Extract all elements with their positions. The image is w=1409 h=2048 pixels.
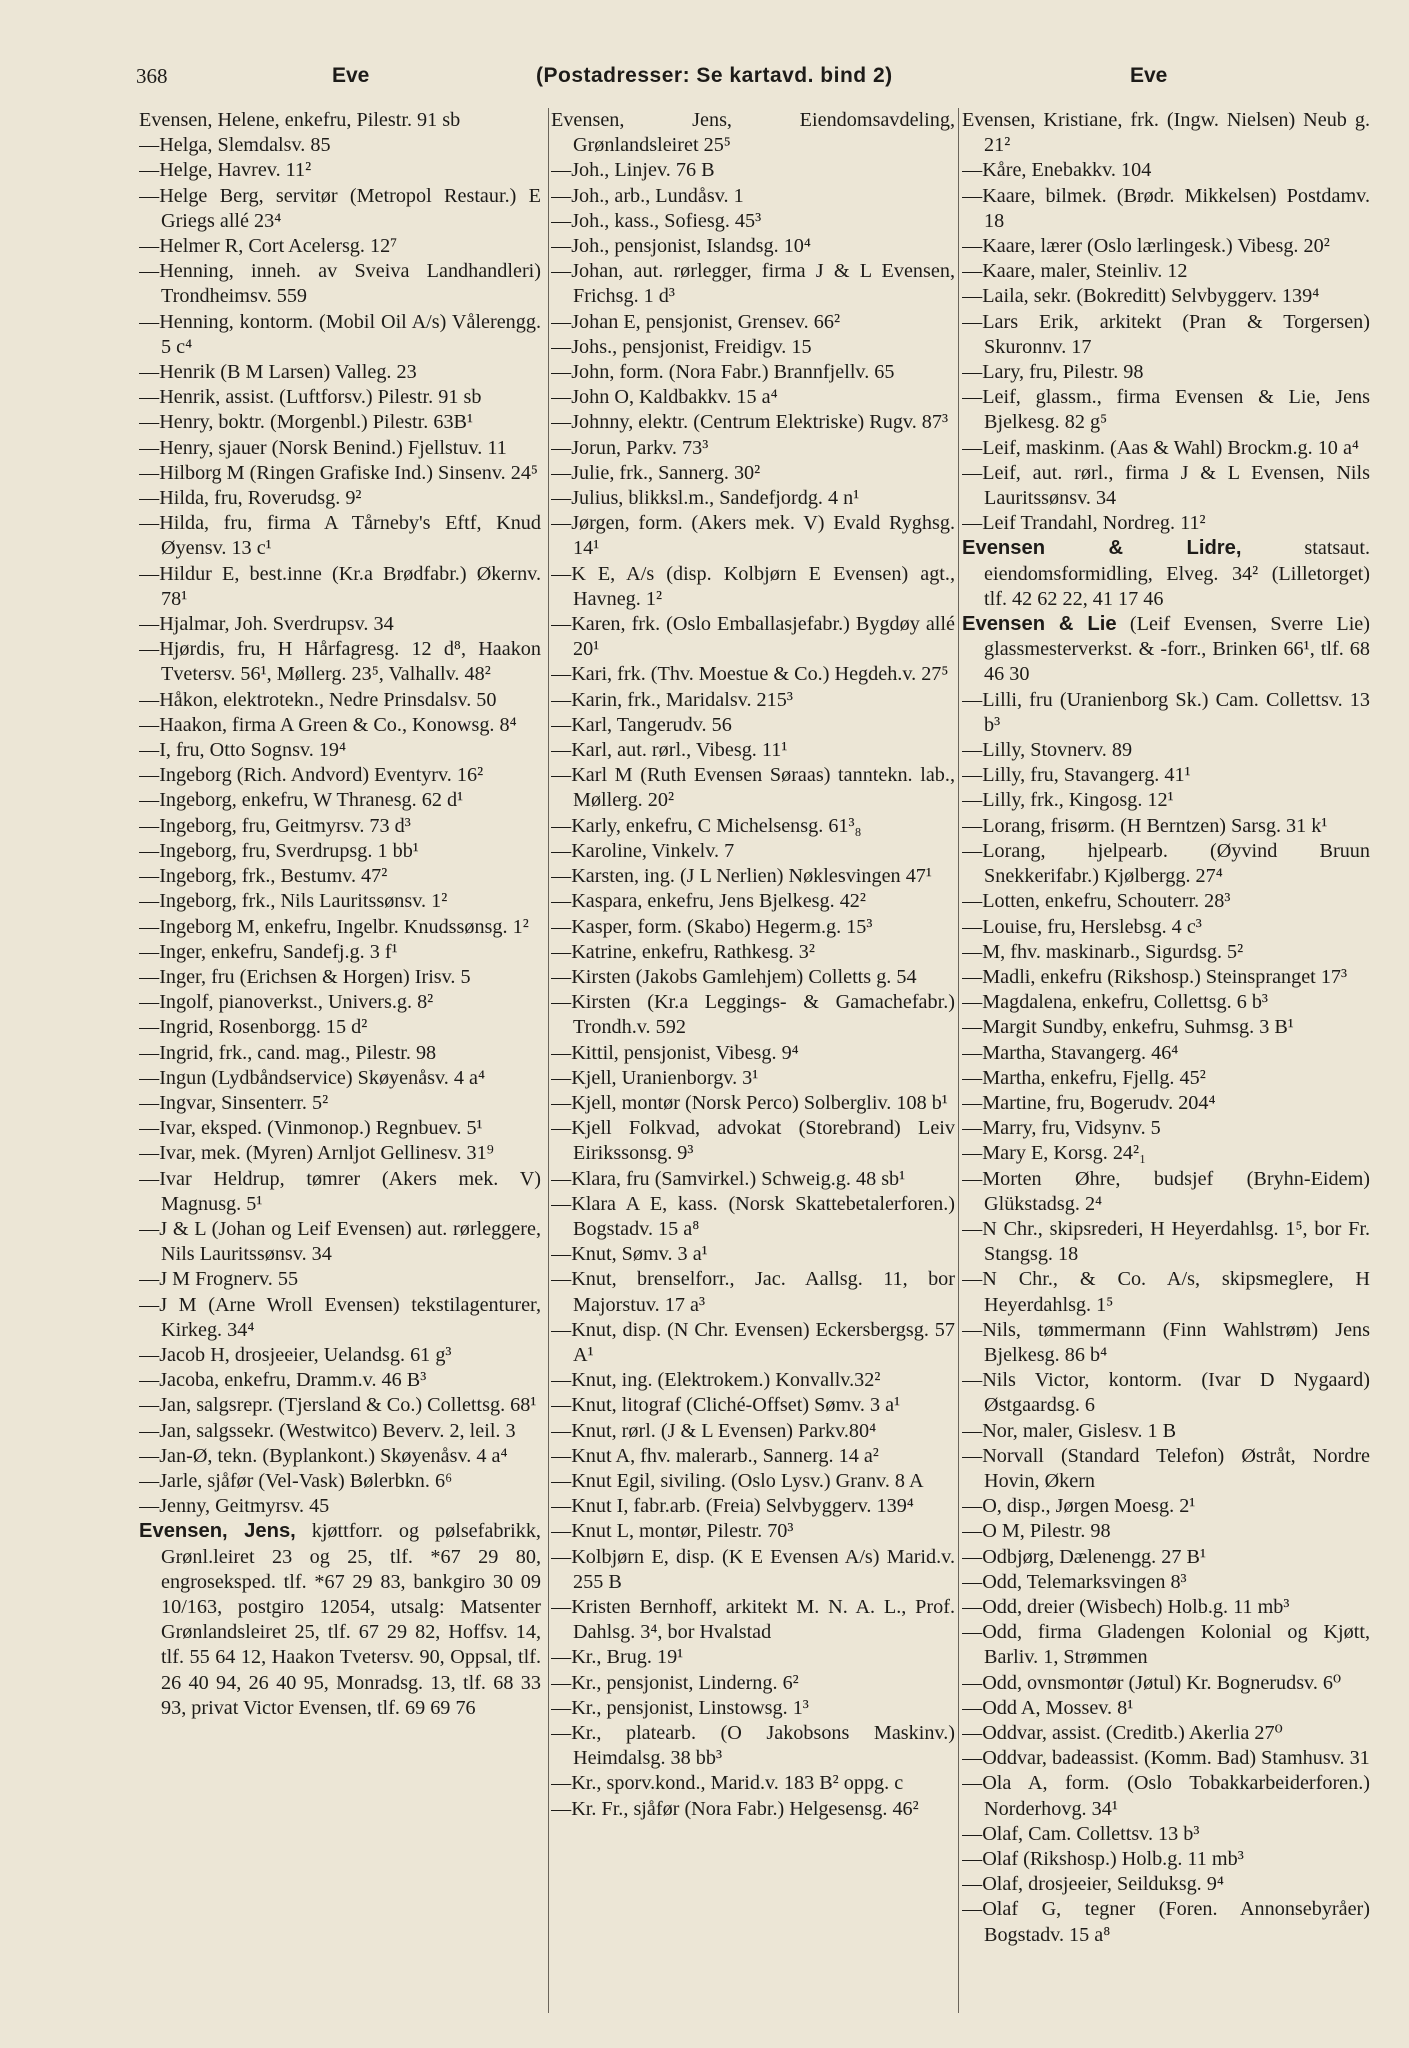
directory-entry: —Johnny, elektr. (Centrum Elektriske) Rugv. 87³	[551, 411, 949, 434]
directory-entry: —J M (Arne Wroll Evensen) tekstilagenturer, Kirkeg. 34⁴	[139, 1293, 541, 1341]
directory-entry: —Kasper, form. (Skabo) Hegerm.g. 15³	[551, 915, 873, 938]
directory-entry: —Martha, Stavangerg. 46⁴	[962, 1041, 1179, 1064]
directory-entry: —Leif, glassm., firma Evensen & Lie, Jens Bjelkesg. 82 g⁵	[962, 386, 1370, 434]
directory-entry: —Ivar, mek. (Myren) Arnljot Gellinesv. 31⁹	[139, 1142, 494, 1165]
directory-entry: —Knut, brenselforr., Jac. Aallsg. 11, bor Majorstuv. 17 a³	[551, 1268, 955, 1316]
directory-entry: —Hilda, fru, Roverudsg. 9²	[139, 487, 362, 510]
directory-entry: Evensen & Lidre, statsaut. eiendomsformidling, Elveg. 34² (Lilletorget) tlf. 42 62 22, 41 17 46	[962, 537, 1370, 610]
directory-entry: —Henry, boktr. (Morgenbl.) Pilestr. 63B¹	[139, 411, 474, 434]
directory-entry: —O M, Pilestr. 98	[962, 1520, 1111, 1543]
directory-entry: —Ivar Heldrup, tømrer (Akers mek. V) Magnusg. 5¹	[139, 1167, 541, 1215]
directory-entry: —Helge Berg, servitør (Metropol Restaur.) E Griegs allé 23⁴	[139, 184, 541, 232]
directory-entry: —Ivar, eksped. (Vinmonop.) Regnbuev. 5¹	[139, 1117, 483, 1140]
directory-entry: —Hilborg M (Ringen Grafiske Ind.) Sinsenv. 24⁵	[139, 461, 538, 484]
directory-entry: —Joh., arb., Lundåsv. 1	[551, 184, 744, 207]
directory-entry: —Håkon, elektrotekn., Nedre Prinsdalsv. 50	[139, 688, 497, 711]
directory-entry: —Olaf, drosjeeier, Seilduksg. 9⁴	[962, 1873, 1224, 1896]
directory-entry: —John, form. (Nora Fabr.) Brannfjellv. 65	[551, 361, 895, 384]
directory-entry: —Lorang, frisørm. (H Berntzen) Sarsg. 31 k¹	[962, 814, 1328, 837]
directory-entry: —J & L (Johan og Leif Evensen) aut. rørleggere, Nils Lauritssønsv. 34	[139, 1217, 541, 1266]
directory-entry: —Lorang, hjelpearb. (Øyvind Bruun Snekkerifabr.) Kjølbergg. 27⁴	[962, 839, 1370, 888]
directory-entry: —Hilda, fru, firma A Tårneby's Eftf, Knud Øyensv. 13 c¹	[139, 512, 541, 560]
directory-entry: Evensen, Helene, enkefru, Pilestr. 91 sb	[139, 109, 461, 131]
directory-entry: —Hildur E, best.inne (Kr.a Brødfabr.) Økernv. 78¹	[139, 562, 541, 610]
directory-entry: —Henrik, assist. (Luftforsv.) Pilestr. 91 sb	[139, 386, 482, 409]
directory-entry: —Laila, sekr. (Bokreditt) Selvbyggerv. 139⁴	[962, 285, 1320, 308]
column-divider	[958, 108, 959, 2013]
directory-entry: —Nor, maler, Gislesv. 1 B	[962, 1419, 1177, 1442]
directory-entry: —Oddvar, assist. (Creditb.) Akerlia 27⁰	[962, 1722, 1283, 1744]
directory-entry: —Karoline, Vinkelv. 7	[551, 839, 735, 862]
directory-entry: —Ingeborg, frk., Nils Lauritssønsv. 1²	[139, 890, 448, 913]
directory-entry: —Hjalmar, Joh. Sverdrupsv. 34	[139, 613, 394, 636]
directory-entry: —Knut, ing. (Elektrokem.) Konvallv.32²	[551, 1369, 881, 1392]
directory-entry: —Ingolf, pianoverkst., Univers.g. 8²	[139, 991, 434, 1014]
directory-entry: —Julie, frk., Sannerg. 30²	[551, 461, 761, 484]
directory-entry: —Madli, enkefru (Rikshosp.) Steinspranget 17³	[962, 965, 1348, 988]
header-left-guide-word: Eve	[332, 64, 370, 87]
directory-entry: —Olaf G, tegner (Foren. Annonsebyråer) Bogstadv. 15 a⁸	[962, 1898, 1370, 1946]
directory-entry: —Kaare, bilmek. (Brødr. Mikkelsen) Postdamv. 18	[962, 184, 1370, 232]
directory-entry: —Ingeborg (Rich. Andvord) Eventyrv. 16²	[139, 764, 484, 787]
directory-entry: —Ingvar, Sinsenterr. 5²	[139, 1091, 329, 1114]
directory-entry: —Kjell Folkvad, advokat (Storebrand) Leiv Eirikssonsg. 9³	[551, 1117, 955, 1165]
directory-entry: —Knut I, fabr.arb. (Freia) Selvbyggerv. 139⁴	[551, 1495, 914, 1518]
page-number: 368	[136, 64, 168, 88]
column-2	[551, 108, 955, 2018]
directory-entry: —Jan, salgssekr. (Westwitco) Beverv. 2, leil. 3	[139, 1419, 516, 1442]
directory-entry: —Odd A, Mossev. 8¹	[962, 1696, 1134, 1719]
directory-entry: —Jacob H, drosjeeier, Uelandsg. 61 g³	[139, 1343, 452, 1366]
directory-entry: —Lotten, enkefru, Schouterr. 28³	[962, 890, 1231, 913]
directory-entry: —Klara A E, kass. (Norsk Skattebetalerforen.) Bogstadv. 15 a⁸	[551, 1192, 955, 1240]
directory-entry: —Kaare, maler, Steinliv. 12	[962, 260, 1188, 283]
directory-entry: —Norvall (Standard Telefon) Østråt, Nordre Hovin, Økern	[962, 1444, 1370, 1492]
directory-entry: —Jacoba, enkefru, Dramm.v. 46 B³	[139, 1369, 427, 1392]
directory-entry: Evensen & Lie (Leif Evensen, Sverre Lie) glassmesterverkst. & -forr., Brinken 66¹, tlf. 68 46 30	[962, 613, 1370, 686]
directory-entry: —N Chr., & Co. A/s, skipsmeglere, H Heyerdahlsg. 1⁵	[962, 1268, 1370, 1316]
directory-entry: —Lilly, fru, Stavangerg. 41¹	[962, 764, 1191, 787]
directory-entry: —O, disp., Jørgen Moesg. 2¹	[962, 1495, 1196, 1518]
directory-entry: —Helge, Havrev. 11²	[139, 159, 312, 182]
directory-entry: —Odbjørg, Dælenengg. 27 B¹	[962, 1545, 1206, 1568]
directory-entry: —Kåre, Enebakkv. 104	[962, 159, 1152, 182]
directory-entry: —Louise, fru, Herslebsg. 4 c³	[962, 915, 1202, 938]
directory-entry: —Joh., pensjonist, Islandsg. 10⁴	[551, 235, 811, 258]
directory-entry: —Henrik (B M Larsen) Valleg. 23	[139, 361, 417, 384]
directory-entry: —Julius, blikksl.m., Sandefjordg. 4 n¹	[551, 487, 860, 510]
directory-entry: —Nils Victor, kontorm. (Ivar D Nygaard) Østgaardsg. 6	[962, 1369, 1370, 1417]
directory-entry: —Ingeborg, fru, Geitmyrsv. 73 d³	[139, 814, 411, 837]
directory-entry: —Katrine, enkefru, Rathkesg. 3²	[551, 940, 815, 963]
directory-entry: —Kjell, montør (Norsk Perco) Solbergliv. 108 b¹	[551, 1091, 948, 1114]
page-header	[136, 64, 1376, 94]
directory-entry: —Johan E, pensjonist, Grensev. 66²	[551, 310, 841, 333]
directory-entry: Evensen, Kristiane, frk. (Ingw. Nielsen) Neub g. 21²	[962, 109, 1370, 157]
directory-entry: —Jørgen, form. (Akers mek. V) Evald Ryghsg. 14¹	[551, 512, 955, 560]
directory-entry: —Ingeborg, enkefru, W Thranesg. 62 d¹	[139, 789, 464, 812]
directory-entry: —I, fru, Otto Sognsv. 19⁴	[139, 739, 347, 762]
directory-entry: —Leif, maskinm. (Aas & Wahl) Brockm.g. 10 a⁴	[962, 436, 1359, 459]
directory-entry: —Kr., sporv.kond., Marid.v. 183 B² oppg. c	[551, 1772, 904, 1795]
directory-entry: —Karsten, ing. (J L Nerlien) Nøklesvingen 47¹	[551, 865, 932, 888]
header-center-note: (Postadresser: Se kartavd. bind 2)	[536, 64, 893, 87]
directory-entry: —Kirsten (Jakobs Gamlehjem) Colletts g. 54	[551, 965, 917, 988]
directory-entry: —Karly, enkefru, C Michelsensg. 61³₈	[551, 814, 862, 837]
directory-entry: —Kaare, lærer (Oslo lærlingesk.) Vibesg. 20²	[962, 235, 1330, 258]
directory-entry: —Lilli, fru (Uranienborg Sk.) Cam. Collettsv. 13 b³	[962, 688, 1370, 736]
directory-entry: —Helga, Slemdalsv. 85	[139, 134, 331, 157]
directory-entry: —Odd, dreier (Wisbech) Holb.g. 11 mb³	[962, 1595, 1290, 1618]
directory-entry: —Kirsten (Kr.a Leggings- & Gamachefabr.) Trondh.v. 592	[551, 991, 955, 1039]
directory-entry: Evensen, Jens, Eiendomsavdeling, Grønlandsleiret 25⁵	[551, 109, 955, 157]
directory-entry: —Ingeborg M, enkefru, Ingelbr. Knudssønsg. 1²	[139, 915, 529, 938]
directory-entry: —Knut, Sømv. 3 a¹	[551, 1243, 708, 1266]
directory-entry: —Nils, tømmermann (Finn Wahlstrøm) Jens Bjelkesg. 86 b⁴	[962, 1318, 1370, 1366]
directory-entry: —Olaf, Cam. Collettsv. 13 b³	[962, 1822, 1200, 1845]
directory-entry: —Kr., pensjonist, Linderng. 6²	[551, 1671, 799, 1694]
directory-entry: —Karen, frk. (Oslo Emballasjefabr.) Bygdøy allé 20¹	[551, 613, 955, 661]
directory-entry: —Knut, rørl. (J & L Evensen) Parkv.80⁴	[551, 1419, 877, 1442]
directory-entry: —N Chr., skipsrederi, H Heyerdahlsg. 1⁵, bor Fr. Stangsg. 18	[962, 1217, 1370, 1266]
directory-entry: —John O, Kaldbakkv. 15 a⁴	[551, 386, 778, 409]
directory-entry: —Henning, kontorm. (Mobil Oil A/s) Vålerengg. 5 c⁴	[139, 310, 541, 358]
directory-entry: —Ingrid, Rosenborgg. 15 d²	[139, 1016, 368, 1039]
directory-entry: —Leif Trandahl, Nordreg. 11²	[962, 512, 1206, 535]
directory-entry: —Jenny, Geitmyrsv. 45	[139, 1495, 330, 1518]
directory-entry: —Knut A, fhv. malerarb., Sannerg. 14 a²	[551, 1444, 879, 1467]
header-right-guide-word: Eve	[1130, 64, 1168, 87]
directory-entry: —Ingeborg, frk., Bestumv. 47²	[139, 865, 388, 888]
directory-entry: —Jorun, Parkv. 73³	[551, 436, 709, 459]
directory-entry: —Leif, aut. rørl., firma J & L Evensen, Nils Lauritssønsv. 34	[962, 461, 1370, 510]
directory-entry: —Klara, fru (Samvirkel.) Schweig.g. 48 sb¹	[551, 1167, 906, 1190]
directory-entry: —Karl, aut. rørl., Vibesg. 11¹	[551, 739, 788, 762]
directory-entry: —Lary, fru, Pilestr. 98	[962, 361, 1144, 384]
directory-entry: —K E, A/s (disp. Kolbjørn E Evensen) agt., Havneg. 1²	[551, 562, 955, 610]
directory-entry: —Margit Sundby, enkefru, Suhmsg. 3 B¹	[962, 1016, 1294, 1039]
directory-entry: —Martha, enkefru, Fjellg. 45²	[962, 1066, 1206, 1089]
directory-entry: —Kari, frk. (Thv. Moestue & Co.) Hegdeh.v. 27⁵	[551, 663, 949, 686]
directory-entry: —Knut, disp. (N Chr. Evensen) Eckersbergsg. 57 A¹	[551, 1318, 955, 1366]
directory-entry: —Mary E, Korsg. 24²₁	[962, 1142, 1147, 1165]
directory-entry: —Lilly, frk., Kingosg. 12¹	[962, 789, 1174, 812]
directory-entry: —Hjørdis, fru, H Hårfagresg. 12 d⁸, Haakon Tvetersv. 56¹, Møllerg. 23⁵, Valhallv. 48²	[139, 638, 541, 686]
directory-entry: —Odd, Telemarksvingen 8³	[962, 1570, 1187, 1593]
directory-entry: —Helmer R, Cort Acelersg. 12⁷	[139, 235, 398, 258]
directory-entry: —Marry, fru, Vidsynv. 5	[962, 1117, 1161, 1140]
directory-entry: —Johs., pensjonist, Freidigv. 15	[551, 335, 812, 358]
directory-entry: —Knut L, montør, Pilestr. 70³	[551, 1520, 794, 1543]
directory-entry: —Oddvar, badeassist. (Komm. Bad) Stamhusv. 31	[962, 1747, 1370, 1770]
directory-entry: —Lilly, Stovnerv. 89	[962, 739, 1133, 762]
directory-entry: —Olaf (Rikshosp.) Holb.g. 11 mb³	[962, 1848, 1244, 1871]
directory-entry: —Jan-Ø, tekn. (Byplankont.) Skøyenåsv. 4 a⁴	[139, 1444, 508, 1467]
directory-entry: —Morten Øhre, budsjef (Bryhn-Eidem) Glükstadsg. 2⁴	[962, 1167, 1370, 1215]
directory-entry: —Lars Erik, arkitekt (Pran & Torgersen) Skuronnv. 17	[962, 310, 1370, 358]
directory-entry: —Johan, aut. rørlegger, firma J & L Evensen, Frichsg. 1 d³	[551, 260, 955, 308]
directory-entry: —Kittil, pensjonist, Vibesg. 9⁴	[551, 1041, 799, 1064]
directory-entry: —Magdalena, enkefru, Collettsg. 6 b³	[962, 991, 1268, 1014]
column-1	[139, 108, 541, 2018]
directory-entry: —Henry, sjauer (Norsk Benind.) Fjellstuv. 11	[139, 436, 507, 459]
directory-entry: —Kristen Bernhoff, arkitekt M. N. A. L., Prof. Dahlsg. 3⁴, bor Hvalstad	[551, 1595, 955, 1644]
directory-entry: —Kjell, Uranienborgv. 3¹	[551, 1066, 759, 1089]
directory-entry: —Knut, litograf (Cliché-Offset) Sømv. 3 a¹	[551, 1394, 901, 1417]
directory-entry: —Knut Egil, siviling. (Oslo Lysv.) Granv. 8 A	[551, 1469, 924, 1492]
directory-entry: —Joh., Linjev. 76 B	[551, 159, 715, 182]
directory-entry: —Odd, firma Gladengen Kolonial og Kjøtt, Barliv. 1, Strømmen	[962, 1621, 1370, 1669]
directory-entry: —Kolbjørn E, disp. (K E Evensen A/s) Marid.v. 255 B	[551, 1545, 955, 1593]
directory-entry: —Kaspara, enkefru, Jens Bjelkesg. 42²	[551, 890, 866, 913]
directory-entry: —Kr. Fr., sjåfør (Nora Fabr.) Helgesensg. 46²	[551, 1797, 919, 1820]
column-divider	[548, 108, 549, 2013]
directory-entry: —Karin, frk., Maridalsv. 215³	[551, 688, 793, 711]
directory-entry: —Odd, ovnsmontør (Jøtul) Kr. Bognerudsv. 6⁰	[962, 1671, 1342, 1694]
directory-entry: —M, fhv. maskinarb., Sigurdsg. 5²	[962, 940, 1244, 963]
directory-entry: —Martine, fru, Bogerudv. 204⁴	[962, 1091, 1216, 1114]
directory-entry: —Kr., Brug. 19¹	[551, 1646, 684, 1669]
directory-entry: —Joh., kass., Sofiesg. 45³	[551, 209, 762, 232]
directory-entry: —Ingun (Lydbåndservice) Skøyenåsv. 4 a⁴	[139, 1066, 486, 1089]
directory-entry: —Inger, fru (Erichsen & Horgen) Irisv. 5	[139, 965, 471, 988]
directory-entry: —Ola A, form. (Oslo Tobakkarbeiderforen.) Norderhovg. 34¹	[962, 1772, 1370, 1820]
directory-entry: —Jarle, sjåfør (Vel-Vask) Bølerbkn. 6⁶	[139, 1469, 453, 1492]
directory-entry: —Jan, salgsrepr. (Tjersland & Co.) Collettsg. 68¹	[139, 1394, 537, 1417]
directory-entry: —Henning, inneh. av Sveiva Landhandleri) Trondheimsv. 559	[139, 260, 541, 308]
directory-entry: —Karl M (Ruth Evensen Søraas) tanntekn. lab., Møllerg. 20²	[551, 764, 955, 812]
directory-entry: —Ingrid, frk., cand. mag., Pilestr. 98	[139, 1041, 437, 1064]
directory-entry: —J M Frognerv. 55	[139, 1268, 299, 1291]
directory-entry: —Inger, enkefru, Sandefj.g. 3 f¹	[139, 940, 398, 963]
directory-entry: —Ingeborg, fru, Sverdrupsg. 1 bb¹	[139, 839, 419, 862]
directory-entry: —Kr., pensjonist, Linstowsg. 1³	[551, 1696, 809, 1719]
directory-entry: Evensen, Jens, kjøttforr. og pølsefabrikk, Grønl.leiret 23 og 25, tlf. *67 29 80, engroseksped. tlf. *67 29 83, bankgiro 30 09 10/163, postgiro 12054, utsalg: Matsenter Grønlandsleiret 25, tlf. 67 29 82, Hoffsv. 14, tlf. 55 64 12, Haakon Tvetersv. 90, Oppsal, tlf. 26 40 94, 26 40 95, Monradsg. 13, tlf. 68 33 93, privat Victor Evensen, tlf. 69 69 76	[139, 1520, 541, 1719]
directory-entry: —Kr., platearb. (O Jakobsons Maskinv.) Heimdalsg. 38 bb³	[551, 1722, 955, 1770]
column-3	[962, 108, 1370, 2018]
directory-entry: —Karl, Tangerudv. 56	[551, 713, 732, 736]
directory-entry: —Haakon, firma A Green & Co., Konowsg. 8⁴	[139, 713, 517, 736]
